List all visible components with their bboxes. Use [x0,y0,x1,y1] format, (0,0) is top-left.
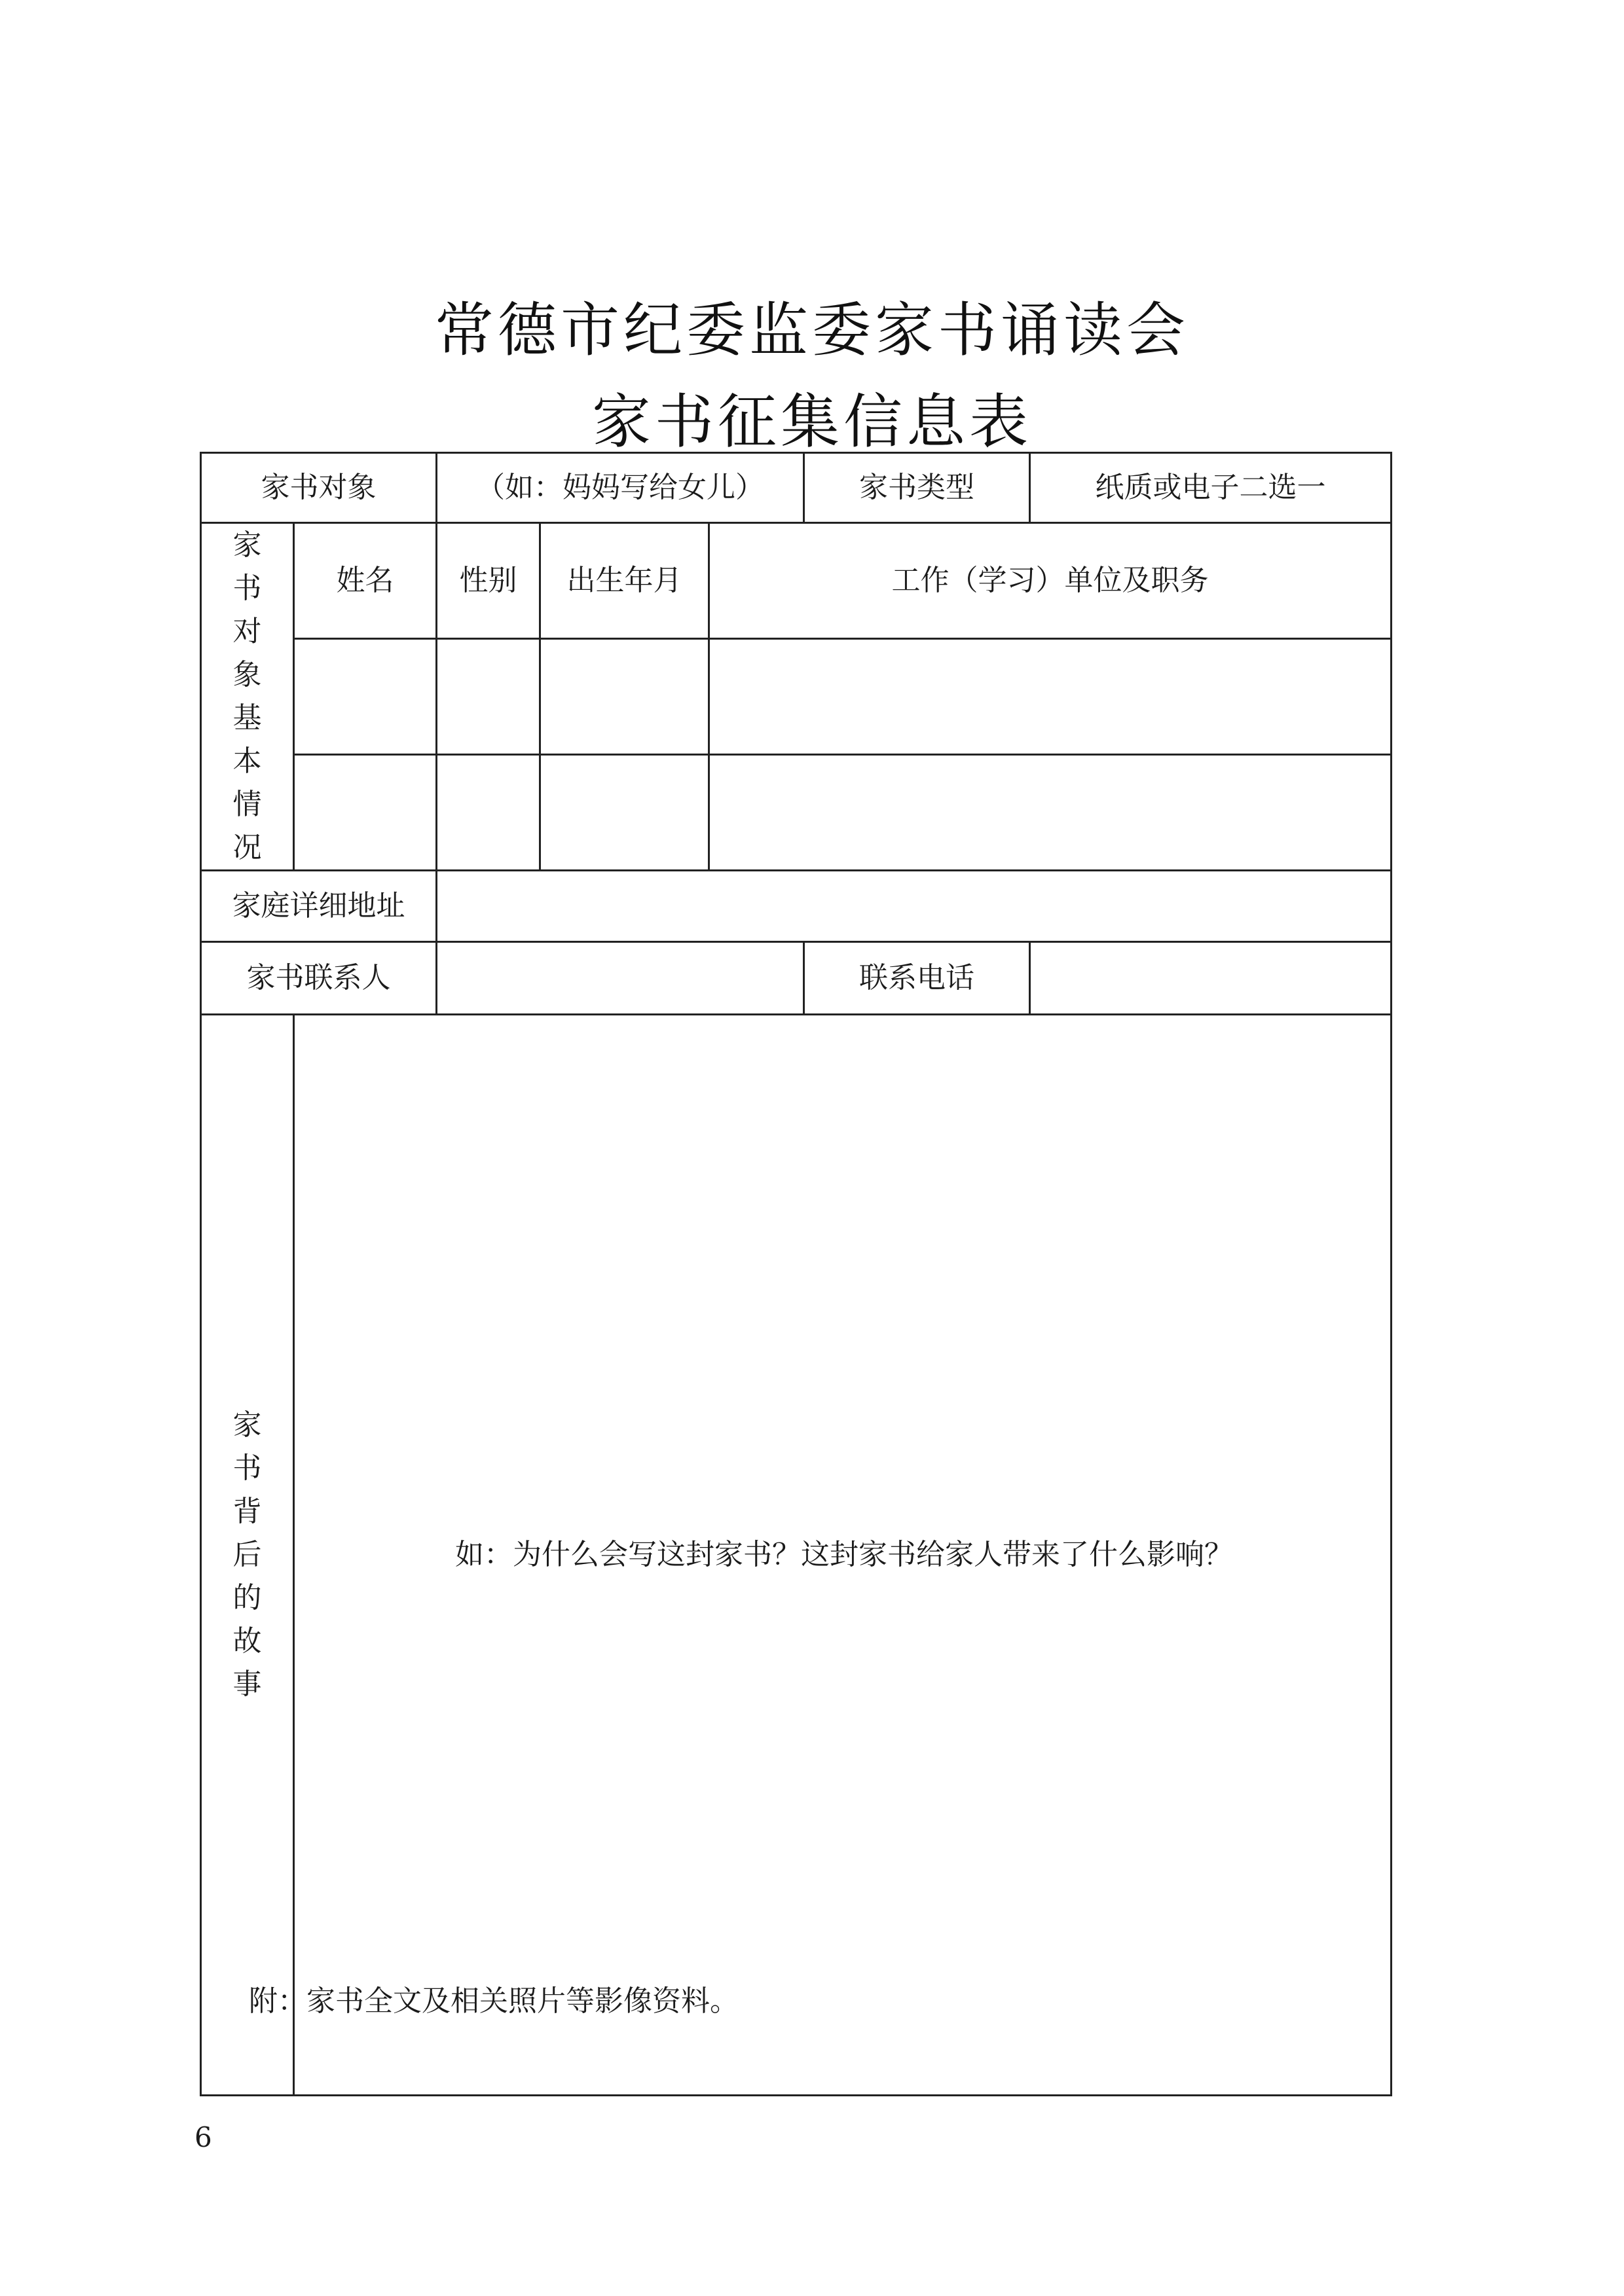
name-input-2[interactable] [294,755,437,871]
letter-type-input[interactable]: 纸质或电子二选一 [1030,453,1392,523]
story-label-cell [201,1015,294,2096]
gender-input-1[interactable] [437,639,540,755]
story-row [201,1015,1392,2096]
basic-info-header-row [201,523,1392,639]
contact-input[interactable] [437,942,804,1015]
contact-label: 家书联系人 [201,942,437,1015]
info-form-table [200,452,1392,2096]
name-header: 姓名 [294,523,437,639]
basic-info-section-label: 家书对象基本情况 [232,528,262,864]
document-subtitle: 家书征集信息表 [592,388,1032,456]
work-input-1[interactable] [709,639,1392,755]
phone-input[interactable] [1030,942,1392,1015]
story-input[interactable]: 如：为什么会写这封家书？这封家书给家人带来了什么影响？ [294,1015,1392,2096]
letter-type-label: 家书类型 [804,453,1030,523]
basic-info-row [201,755,1392,871]
recipient-input[interactable]: （如：妈妈写给女儿） [437,453,804,523]
gender-input-2[interactable] [437,755,540,871]
phone-label: 联系电话 [804,942,1030,1015]
birth-input-1[interactable] [540,639,709,755]
recipient-label: 家书对象 [201,453,437,523]
footnote: 附：家书全文及相关照片等影像资料。 [249,1984,739,2018]
basic-info-section-cell [201,523,294,871]
basic-info-row [201,639,1392,755]
work-header: 工作（学习）单位及职务 [709,523,1392,639]
document-title: 常德市纪委监委家书诵读会 [435,296,1189,365]
name-input-1[interactable] [294,639,437,755]
address-row [201,871,1392,942]
story-label: 家书背后的故事 [232,1408,262,1701]
recipient-row [201,453,1392,523]
page-number: 6 [194,2121,212,2153]
birth-header: 出生年月 [540,523,709,639]
contact-row [201,942,1392,1015]
work-input-2[interactable] [709,755,1392,871]
birth-input-2[interactable] [540,755,709,871]
gender-header: 性别 [437,523,540,639]
address-input[interactable] [437,871,1392,942]
address-label: 家庭详细地址 [201,871,437,942]
